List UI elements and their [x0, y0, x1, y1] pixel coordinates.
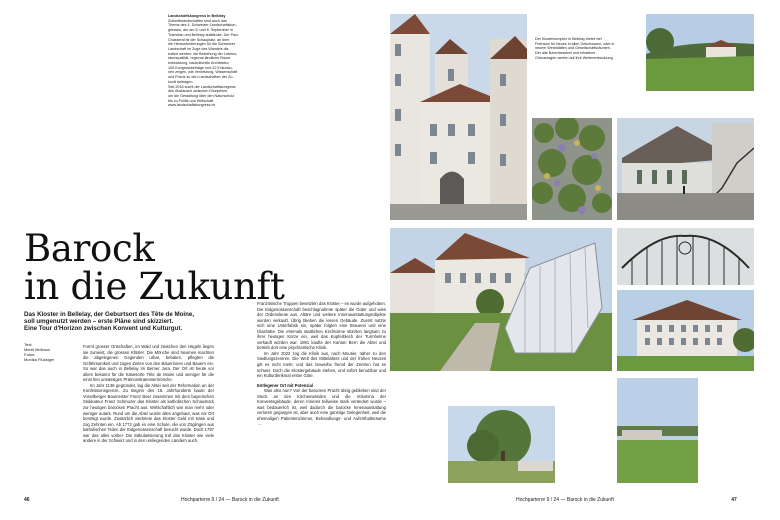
- photo-caption: Der Klosterkomplex in Bellelay bietet viel Freiraum für Neues in allen Geschossen, oder in neuem Werkstätten und Gesellschaftsräumen. Der alte Baumbestand und erhaltene Grünanlagen werfen auf ihre Weiterentwicklung.: [535, 37, 615, 60]
- headline-line2: in die Zukunft: [24, 265, 285, 308]
- folio-section: Barock in die Zukunft: [566, 497, 614, 503]
- headline-line1: Barock: [24, 227, 155, 270]
- sidebar-line: raumqualität, regional-ländliche Raum-: [168, 56, 232, 61]
- photo-greenhouse: [390, 228, 612, 371]
- credits: [24, 342, 64, 362]
- photo-ruin-lawn: [617, 378, 698, 483]
- credit-text-label: Text:: [24, 342, 33, 347]
- photo-ivy-wall: [532, 118, 612, 220]
- credit-photo-author: Monika Flückiger: [24, 357, 55, 362]
- folio-magazine: Hochparterre 9 / 24: [516, 497, 560, 503]
- sidebar-line: bis zu Politik und Wirtschaft.: [168, 98, 215, 103]
- page-number-left: 46: [24, 497, 30, 503]
- sidebar-line: kunft beitragen.: [168, 79, 194, 84]
- body-column-1: [83, 344, 214, 444]
- headline: [24, 227, 285, 308]
- sidebar-line: Zukunftslandschaften sind auch das: [168, 18, 227, 23]
- photo-courtyard: [390, 14, 527, 220]
- sidebar-line: Seit 2018 sucht der Landschaftskongress: [168, 84, 236, 89]
- photo-klinik-facade: [617, 290, 754, 371]
- body-column-2: [257, 301, 386, 427]
- lead-paragraph: [24, 311, 244, 333]
- sidebar-line: www.landschaftskongress.ch: [168, 103, 216, 108]
- folio-separator: —: [560, 497, 566, 503]
- sidebar-line: gresses, der am 5. und 6. September in: [168, 28, 233, 33]
- body-paragraph: Formt grosser Ortschaften, im Wald und zwischen den Hügeln liegen sie zumeist, die grossen Klöster. Die Mönche sind Neumen machten die abgelegenen Gegenden urbar, bebaten, pflegten die Gefährsamkeit und zogen Zeiten von den Bäuerinnen und Bauern ein. So war das auch in Bellelay im Berner Jura. Der Ort ist heute vor allem bekannt für die Käsesorte Tête de Moine und weniger für die einst hier ansässigen Prämonstratensermönche.: [83, 344, 214, 383]
- sidebar-line: die Herausforderungen für die Schweizer: [168, 42, 236, 47]
- credit-photo-label: Fotos:: [24, 352, 36, 357]
- lead-line: soll umgenutzt werden – erste Pläne sind skizziert.: [24, 318, 174, 326]
- body-paragraph: Was also nun? Von der barocken Pracht übrig geblieben sind der Stuck an den Kirchenwänden und die Volumina der Konventsgebäude, deren Inneres teilweise stark verändert wurde – was bedauerlich ist, weil dadurch die barocke Innenausstattung verloren gegangen ist, aber auch eine günstige Gelegenheit, weil die ehemaligen Patientenzimmer, Behandlungs- und Aufenthaltsräume →: [257, 388, 386, 427]
- folio-right: [516, 497, 737, 503]
- photo-iron-gate: [617, 228, 754, 285]
- sidebar-line: 100 Kongressbeiträge und 22 Exkursio-: [168, 65, 233, 70]
- body-paragraph: Im Jahr 1136 gegründet, lag die Abtei seit der Reformation an der Konfessionsgrenze. Zu Beginn des 18. Jahrhunderts baute der Vorarlberger Baumeister Franz Beer zusammen mit dem bayerischen Stukkateur Franz Schmuzer das Kloster als katholischen Schaustück zur heutigen barocken Pracht aus. Wirtschaftlich war man mehr oder weniger autark. Rund um die Abtei wurde alles angebaut, was vor Ort benötigt wurde. Zusätzlich vierbriete das Kloster Geld mit Käse und zog Zehnten ein. Ab 1772 gab es eine Schule, die von Zöglingen aus katholischen Teilen der Eidgenossenschaft besucht wurde. Doch 1797 war das alles vorbei: Die Säkularisierung traf das Kloster wie viele andere in der Schweiz und in den umliegenden Ländern auch.: [83, 382, 214, 444]
- sidebar-line: Thema des 4. Schweizer Landschaftskon-: [168, 23, 237, 28]
- folio-section: Barock in die Zukunft: [231, 497, 279, 503]
- body-paragraph: Französische Truppen besetzten das Kloster – es wurde aufgehoben. Die Eidgenossenschaft beschlagnahmte später die Güter und wies der Ordensleute aus. Altäre und weitere Innenausstattungsobjekte wurden verkauft. Übrig blieben die leeren Gebäude. Zuerst nutzte sich eine Unterfabrik ein, später folgten eine Brauerei und eine Glashütte. Die ehemals stattlichen Kirchtürme stürzten langsam zu ihrer heutigen Kürze ein, weil das Kupferblech der Turmhelme verkauft worden war. 1891 kaufte der Kanton Bern die Abtei und betrieb dort eine psychiatrische Klinik.: [257, 301, 386, 351]
- folio-magazine: Hochparterre 9 / 24: [180, 497, 225, 503]
- sidebar-line: und Praxis zu den Landschaften der Zu-: [168, 75, 234, 80]
- sidebar-info-box: [168, 14, 254, 108]
- photo-meadow: [646, 14, 754, 91]
- page-number-right: 47: [731, 497, 737, 503]
- credit-text-author: Meret Bröboss: [24, 347, 51, 352]
- subheading: Entlegener Ort mit Potenzial: [257, 382, 314, 388]
- sidebar-line: Chasseral ist der Schauplatz, an dem: [168, 37, 230, 42]
- folio-separator: —: [225, 497, 231, 503]
- sidebar-title: Landschaftskongress in Bellelay: [168, 14, 226, 18]
- lead-line: Eine Tour d'Horizon zwischen Konvent und Kulturgut.: [24, 325, 183, 333]
- folio-left: [24, 497, 279, 503]
- photo-tree-field: [448, 406, 555, 483]
- sidebar-line: kutiert werden: die Beziehung der Lebens-: [168, 51, 238, 56]
- sidebar-line: den Austausch zwischen Disziplinen,: [168, 89, 229, 94]
- sidebar-line: Tramelan und Bellelay stattfindet. Der Parc: [168, 32, 239, 37]
- sidebar-line: entwicklung, baukulturelle Architektur.: [168, 61, 230, 66]
- lead-line: Das Kloster in Bellelay, der Geburtsort des Tête de Moine,: [24, 311, 195, 318]
- body-paragraph: Im Jahr 2022 zog die Klinik aus, nach Moutier, näher zu den Siedlungszentren. Die Welt des Mittelalters und der frühen Neuzeit gilt es nicht mehr, und das Gewerbe fremd der Zentren hat es schwer. Doch die Klostergebäude stehen, und sofort benutzbar und ein Kulturdenkmal erster Güte.: [257, 350, 386, 379]
- sidebar-line: nen zeigen, wie Vernetzung, Wissenschaft: [168, 70, 238, 75]
- sidebar-line: Landschaft im Zuge des Wandels dis-: [168, 46, 230, 51]
- sidebar-line: um die Gestaltung über den Naturschutz: [168, 93, 235, 98]
- photo-outbuilding: [617, 118, 754, 220]
